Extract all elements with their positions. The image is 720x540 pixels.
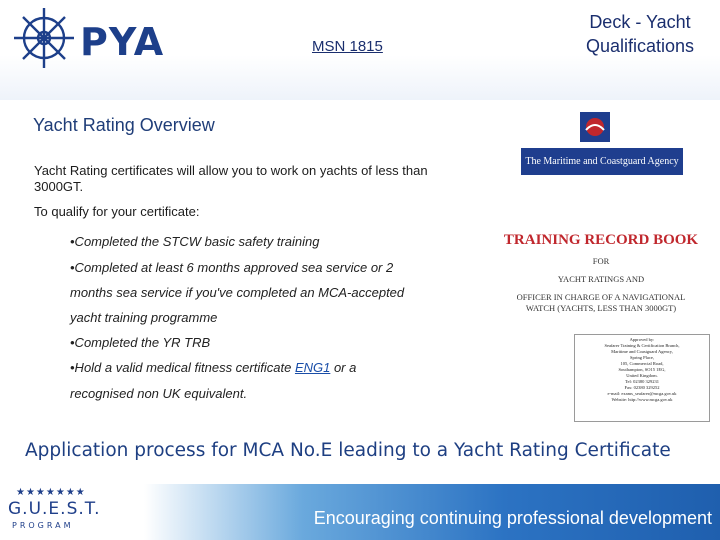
approved-line: Spring Place,	[630, 355, 654, 360]
mca-crest-icon	[580, 112, 610, 142]
approved-line: Fax: 02380 329252	[624, 385, 660, 390]
book-title: TRAINING RECORD BOOK	[503, 232, 699, 248]
approved-line: 105, Commercial Road,	[620, 361, 664, 366]
book-line: YACHT RATINGS AND	[557, 274, 645, 284]
guest-program-text: PROGRAM	[12, 521, 74, 530]
slide-footer	[0, 484, 720, 540]
book-for: FOR	[592, 256, 610, 266]
slide-header	[0, 0, 720, 100]
footer-tagline: Encouraging continuing professional development	[313, 508, 712, 528]
approved-line: Southampton, SO15 1EG,	[618, 367, 666, 372]
logo-text: PYA	[80, 20, 165, 64]
approved-line: Website: http://www.mcga.gov.uk	[611, 397, 673, 402]
section-title-line1: Deck - Yacht	[589, 12, 691, 32]
bullet-item: •Completed the YR TRB	[70, 335, 211, 350]
approved-line: Seafarer Training & Certification Branch,	[604, 343, 680, 348]
msn-link[interactable]: MSN 1815	[312, 38, 383, 55]
guest-stars-icon: ★★★★★★★	[16, 487, 86, 498]
guest-logo-text: G.U.E.S.T.	[8, 499, 101, 519]
bullet-item: recognised non UK equivalent.	[70, 386, 248, 401]
section-title	[560, 10, 720, 58]
application-process-heading: Application process for MCA No.E leading to a Yacht Rating Certificate	[25, 440, 671, 461]
qualify-text: To qualify for your certificate:	[34, 204, 200, 219]
bullet-item	[70, 360, 356, 375]
eng1-link[interactable]: ENG1	[294, 360, 331, 375]
book-line: OFFICER IN CHARGE OF A NAVIGATIONAL	[516, 292, 686, 302]
section-title-line2: Qualifications	[585, 36, 695, 56]
approved-line: United Kingdom.	[626, 373, 658, 378]
training-record-book-cover	[488, 226, 714, 426]
bullet-text: •Hold a valid medical fitness certificate	[70, 360, 295, 375]
bullet-item: •Completed the STCW basic safety training	[70, 234, 320, 249]
overview-heading: Yacht Rating Overview	[33, 115, 215, 135]
approved-line: Tel: 02380 329231	[625, 379, 659, 384]
bullet-text-after: or a	[330, 360, 357, 375]
approved-line: e-mail: exams_seafarer@mcga.gov.uk	[607, 391, 677, 396]
intro-text: Yacht Rating certificates will allow you to work on yachts of less than 3000GT.	[34, 163, 428, 194]
approved-line: Approved by:	[629, 337, 655, 342]
bullet-item: months sea service if you've completed an MCA-accepted	[70, 285, 405, 300]
bullet-item: yacht training programme	[70, 310, 218, 325]
approved-box	[574, 334, 710, 422]
book-line: WATCH (YACHTS, LESS THAN 3000GT)	[525, 303, 677, 313]
approved-line: Maritime and Coastguard Agency,	[611, 349, 673, 354]
mca-banner: The Maritime and Coastguard Agency	[521, 148, 683, 175]
bullet-item: •Completed at least 6 months approved sea service or 2	[70, 260, 394, 275]
